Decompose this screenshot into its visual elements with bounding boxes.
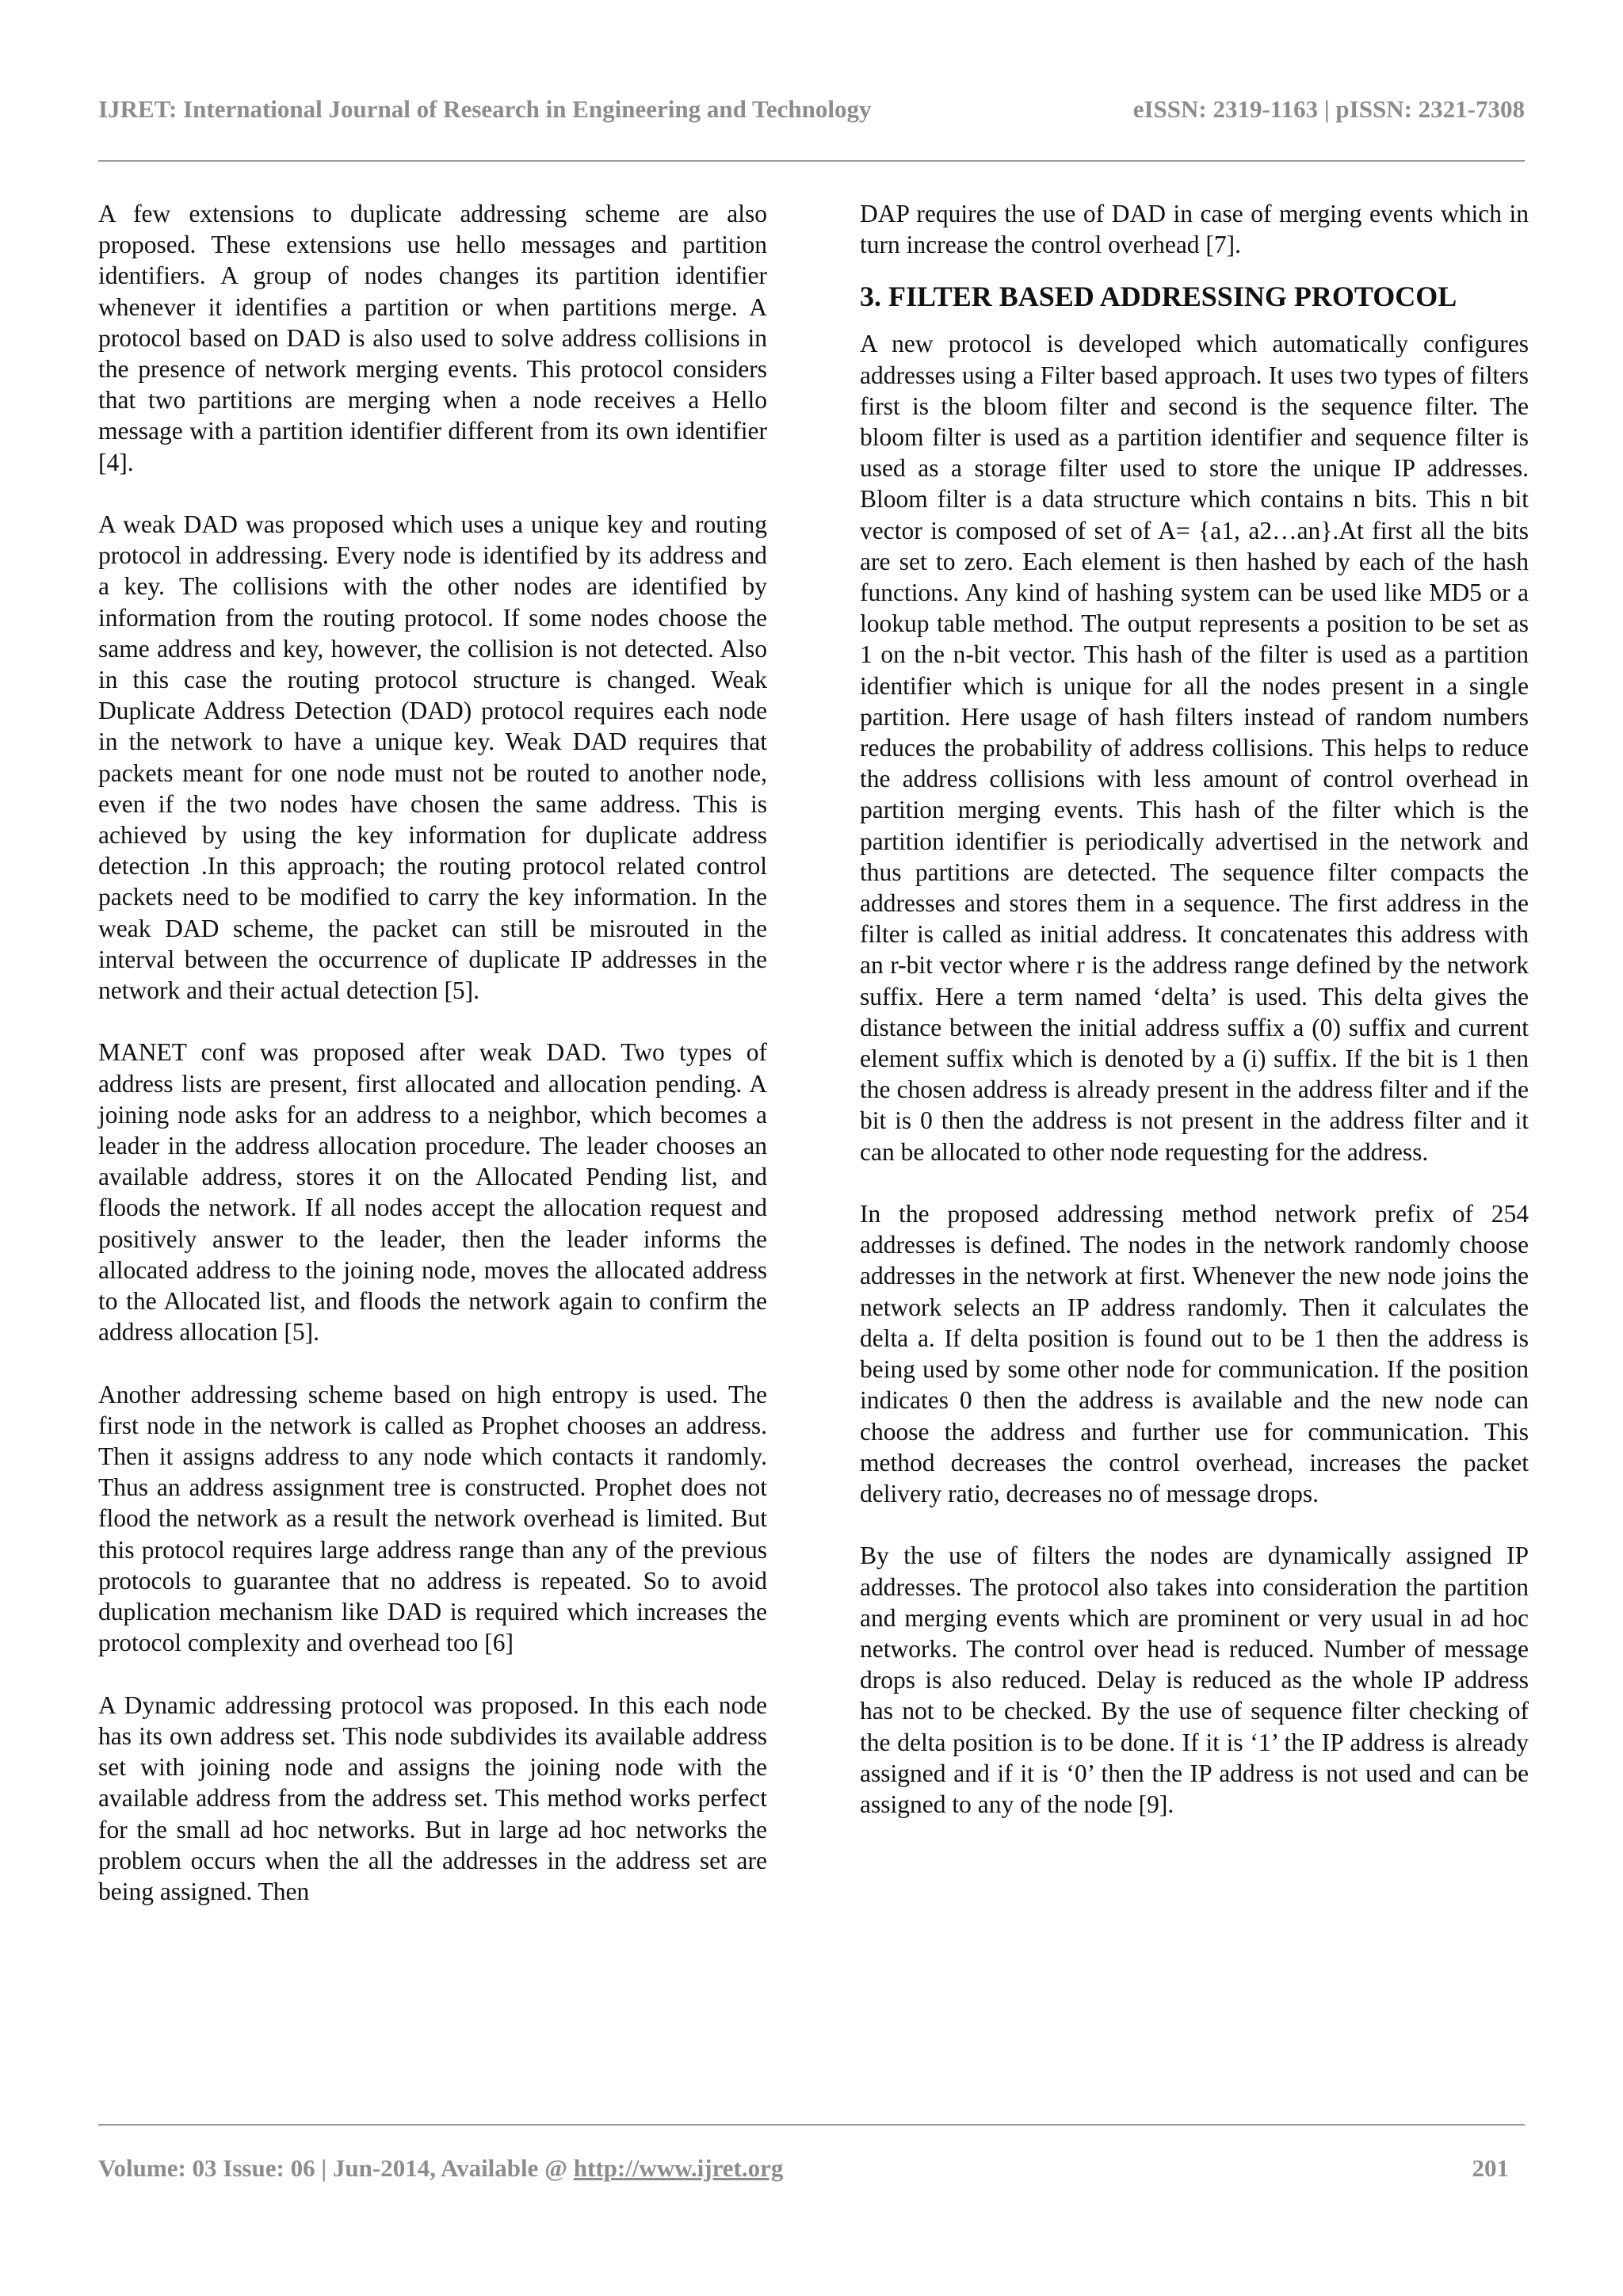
section-heading: 3. FILTER BASED ADDRESSING PROTOCOL bbox=[860, 281, 1457, 313]
paragraph-proposed-method: In the proposed addressing method network prefix of 254 addresses is defined. The nodes in the network randomly choose addresses in the network at first. Whenever the new node joins the network selects an IP address randomly. Then it calculates the delta a. If delta position is found out to be 1 then the address is being used by some other node for communication. If the position indicates 0 then the address is available and the new node can choose the address and further use for communication. This method decreases the control overhead, increases the packet delivery ratio, decreases no of message drops. bbox=[860, 1200, 1529, 1507]
issn-numbers: eISSN: 2319-1163 | pISSN: 2321-7308 bbox=[1132, 95, 1525, 123]
paragraph-duplicate-extensions: A few extensions to duplicate addressing scheme are also proposed. These extensions use hello messages and partition identifiers. A group of nodes changes its partition identifier whenever it identifies a partition or when partitions merge. A protocol based on DAD is also used to solve address collisions in the presence of network merging events. This protocol considers that two partitions are merging when a node receives a Hello message with a partition identifier different from its own identifier [4]. bbox=[98, 200, 767, 476]
header-rule bbox=[98, 160, 1525, 162]
paragraph-prophet: Another addressing scheme based on high entropy is used. The first node in the network is called as Prophet chooses an address. Then it assigns address to any node which contacts it randomly. Thus an address assignment tree is constructed. Prophet does not flood the network as a result the network overhead is limited. But this protocol requires large address range than any of the previous protocols to guarantee that no address is repeated. So to avoid duplication mechanism like DAD is required which increases the protocol complexity and overhead too [6] bbox=[98, 1380, 767, 1657]
page-header bbox=[98, 95, 1525, 127]
left-column bbox=[98, 198, 767, 1938]
paragraph-manet-conf: MANET conf was proposed after weak DAD. Two types of address lists are present, first allocated and allocation pending. A joining node asks for an address to a neighbor, which becomes a leader in the address allocation procedure. The leader chooses an available address, stores it on the Allocated Pending list, and floods the network. If all nodes accept the allocation request and positively answer to the leader, then the leader informs the allocated address to the joining node, moves the allocated address to the Allocated list, and floods the network again to confirm the address allocation [5]. bbox=[98, 1038, 767, 1347]
paragraph-weak-dad: A weak DAD was proposed which uses a unique key and routing protocol in addressing. Every node is identified by its address and a key. The collisions with the other nodes are identified by information from the routing protocol. If some nodes choose the same address and key, however, the collision is not detected. Also in this case the routing protocol structure is changed. Weak Duplicate Address Detection (DAD) protocol requires each node in the network to have a unique key. Weak DAD requires that packets meant for one node must not be routed to another node, even if the two nodes have chosen the same address. This is achieved by using the key information for duplicate address detection .In this approach; the routing protocol related control packets need to be modified to carry the key information. In the weak DAD scheme, the packet can still be misrouted in the interval between the occurrence of duplicate IP addresses in the network and their actual detection [5]. bbox=[98, 510, 767, 1005]
page-footer bbox=[98, 2154, 1509, 2189]
page-number: 201 bbox=[1472, 2154, 1509, 2182]
volume-info bbox=[98, 2154, 783, 2183]
paragraph-dynamic-addressing: A Dynamic addressing protocol was proposed. In this each node has its own address set. This node subdivides its available address set with joining node and assigns the joining node with the available address from the address set. This method works perfect for the small ad hoc networks. But in large ad hoc networks the problem occurs when the all the addresses in the address set are being assigned. Then bbox=[98, 1690, 767, 1905]
footer-rule bbox=[98, 2124, 1525, 2126]
paragraph-dap-continuation: DAP requires the use of DAD in case of merging events which in turn increase the control overhead [7]. bbox=[860, 200, 1529, 259]
volume-text: Volume: 03 Issue: 06 | Jun-2014, Available @ bbox=[98, 2154, 574, 2182]
paragraph-filter-protocol: A new protocol is developed which automatically configures addresses using a Filter based approach. It uses two types of filters first is the bloom filter and second is the sequence filter. The bloom filter is used as a partition identifier and sequence filter is used as a storage filter used to store the unique IP addresses. Bloom filter is a data structure which contains n bits. This n bit vector is composed of set of A= {a1, a2…an}.At first all the bits are set to zero. Each element is then hashed by each of the hash functions. Any kind of hashing system can be used like MD5 or a lookup table method. The output represents a position to be set as 1 on the n-bit vector. This hash of the filter is used as a partition identifier which is unique for all the nodes present in a single partition. Here usage of hash filters instead of random numbers reduces the probability of address collisions. This helps to reduce the address collisions with less amount of control overhead in partition merging events. This hash of the filter which is the partition identifier is periodically advertised in the network and thus partitions are detected. The sequence filter compacts the addresses and stores them in a sequence. The first address in the filter is called as initial address. It concatenates this address with an r-bit vector where r is the address range defined by the network suffix. Here a term named ‘delta’ is used. This delta gives the distance between the initial address suffix a (0) suffix and current element suffix which is denoted by a (i) suffix. If the bit is 1 then the chosen address is already present in the address filter and if the bit is 0 then the address is not present in the address filter and it can be allocated to other node requesting for the address. bbox=[860, 330, 1529, 1166]
journal-website-link[interactable]: http://www.ijret.org bbox=[573, 2154, 784, 2182]
journal-title: IJRET: International Journal of Research in Engineering and Technology bbox=[98, 95, 872, 123]
paragraph-filter-benefits: By the use of filters the nodes are dynamically assigned IP addresses. The protocol also takes into consideration the partition and merging events which are prominent or very usual in ad hoc networks. The control over head is reduced. Number of message drops is also reduced. Delay is reduced as the whole IP address has not to be checked. By the use of sequence filter checking of the delta position is to be done. If it is ‘1’ the IP address is already assigned and if it is ‘0’ then the IP address is not used and can be assigned to any of the node [9]. bbox=[860, 1541, 1529, 1818]
right-column bbox=[860, 198, 1529, 1851]
